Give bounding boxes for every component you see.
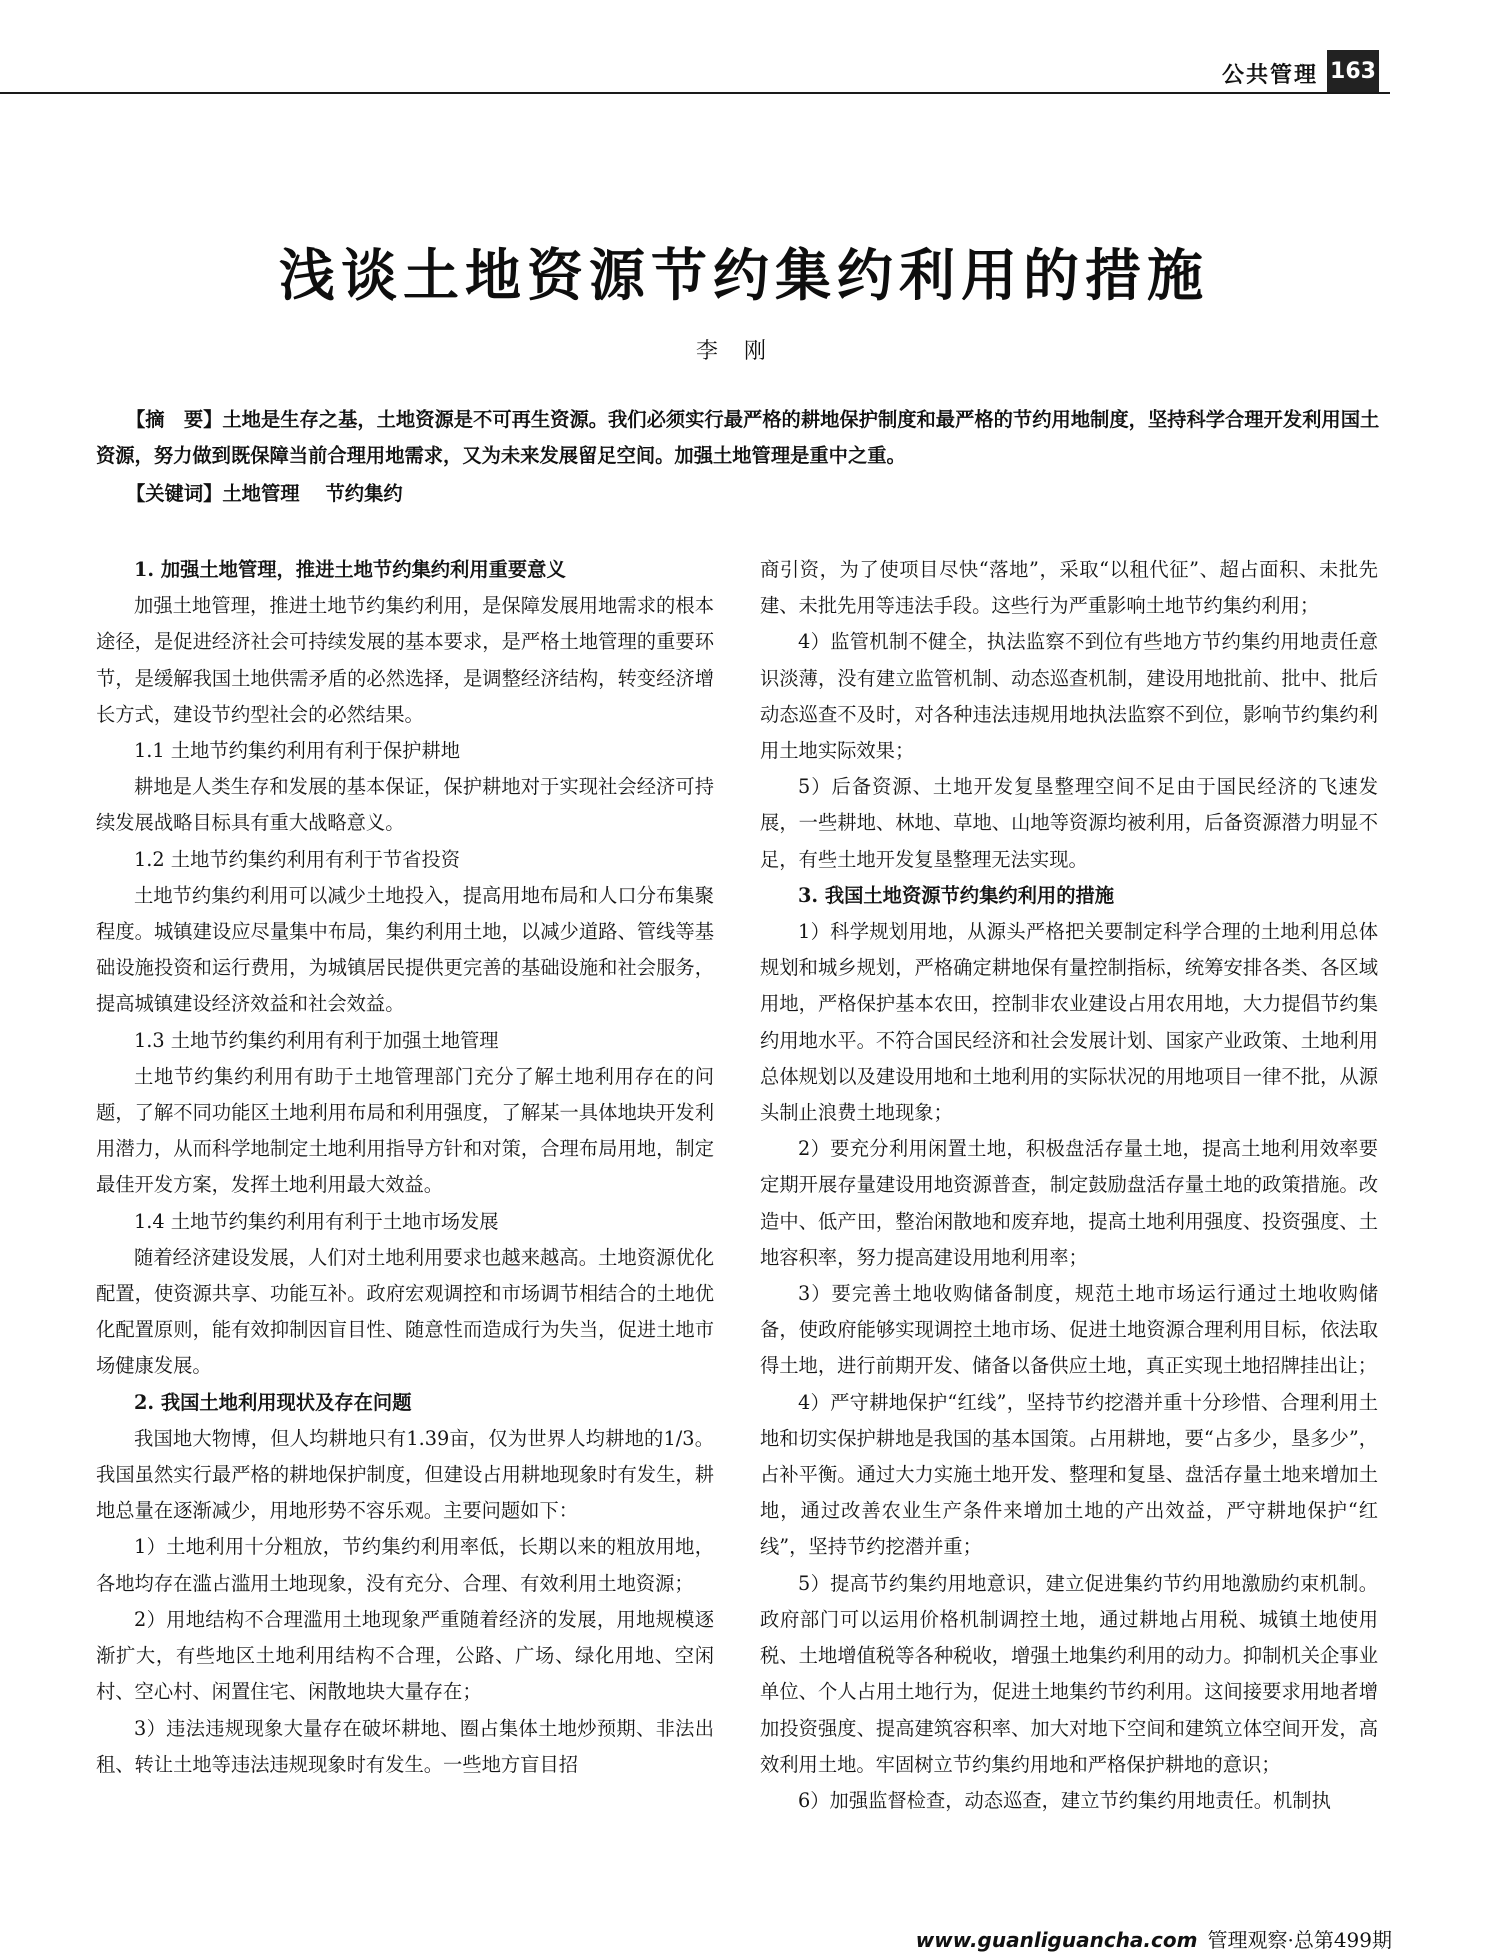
journal-section-name: 公共管理 [1221, 63, 1318, 88]
subsection-heading-1-3: 1.3 土地节约集约利用有利于加强土地管理 [134, 1028, 499, 1052]
paragraph: 加强土地管理，推进土地节约集约利用，是保障发展用地需求的根本途径，是促进经济社会可持续发展的基本要求，是严格土地管理的重要环节，是缓解我国土地供需矛盾的必然选择，是调整经济结构，转变经济增长方式，建设节约型社会的必然结果。 [96, 594, 714, 726]
section-heading-1: 1. 加强土地管理，推进土地节约集约利用重要意义 [134, 558, 566, 581]
article-author: 李刚 [695, 339, 792, 364]
footer-website: www.guanliguancha.com [915, 1928, 1198, 1952]
article-title: 浅谈土地资源节约集约利用的措施 [279, 243, 1209, 309]
list-item: 1）土地利用十分粗放，节约集约利用率低，长期以来的粗放用地，各地均存在滥占滥用土地现象，没有充分、合理、有效利用土地资源； [96, 1535, 714, 1595]
keyword: 节约集约 [325, 482, 403, 505]
left-column [96, 552, 714, 1783]
section-heading-3: 3. 我国土地资源节约集约利用的措施 [798, 883, 1115, 907]
list-item: 3）违法违规现象大量存在破坏耕地、圈占集体土地炒预期、非法出租、转让土地等违法违规现象时有发生。一些地方盲目招 [96, 1716, 714, 1776]
abstract: 【摘 要】土地是生存之基，土地资源是不可再生资源。我们必须实行最严格的耕地保护制度和最严格的节约用地制度，坚持科学合理开发利用国土资源，努力做到既保障当前合理用地需求，又为未来发展留足空间。加强土地管理是重中之重。 [96, 408, 1380, 467]
page-number-badge: 163 [1327, 50, 1379, 94]
paragraph: 土地节约集约利用可以减少土地投入，提高用地布局和人口分布集聚程度。城镇建设应尽量集中布局，集约利用土地，以减少道路、管线等基础设施投资和运行费用，为城镇居民提供更完善的基础设施和社会服务，提高城镇建设经济效益和社会效益。 [96, 883, 714, 1016]
list-item: 2）用地结构不合理滥用土地现象严重随着经济的发展，用地规模逐渐扩大，有些地区土地利用结构不合理，公路、广场、绿化用地、空闲村、空心村、闲置住宅、闲散地块大量存在； [96, 1607, 714, 1704]
paragraph-continued: 商引资，为了使项目尽快“落地”，采取“以租代征”、超占面积、未批先建、未批先用等违法手段。这些行为严重影响土地节约集约利用； [760, 558, 1378, 618]
right-column [760, 552, 1378, 1819]
paragraph: 耕地是人类生存和发展的基本保证，保护耕地对于实现社会经济可持续发展战略目标具有重大战略意义。 [96, 775, 714, 835]
list-item: 4）严守耕地保护“红线”，坚持节约挖潜并重十分珍惜、合理利用土地和切实保护耕地是我国的基本国策。占用耕地，要“占多少，垦多少”，占补平衡。通过大力实施土地开发、整理和复垦、盘活存量土地来增加土地，通过改善农业生产条件来增加土地的产出效益，严守耕地保护“红线”，坚持节约挖潜并重； [760, 1390, 1378, 1559]
footer [916, 1924, 1392, 1953]
subsection-heading-1-4: 1.4 土地节约集约利用有利于土地市场发展 [134, 1209, 499, 1233]
list-item: 6）加强监督检查，动态巡查，建立节约集约用地责任。机制执 [798, 1788, 1331, 1812]
list-item: 4）监管机制不健全，执法监察不到位有些地方节约集约用地责任意识淡薄，没有建立监管机制、动态巡查机制，建设用地批前、批中、批后动态巡查不及时，对各种违法违规用地执法监察不到位，影响节约集约利用土地实际效果； [760, 630, 1378, 763]
subsection-heading-1-2: 1.2 土地节约集约利用有利于节省投资 [134, 847, 461, 871]
keyword: 土地管理 [222, 482, 300, 505]
paragraph: 我国地大物博，但人均耕地只有1.39亩，仅为世界人均耕地的1/3。我国虽然实行最严格的耕地保护制度，但建设占用耕地现象时有发生，耕地总量在逐渐减少，用地形势不容乐观。主要问题如下： [96, 1426, 714, 1523]
list-item: 2）要充分利用闲置土地，积极盘活存量土地，提高土地利用效率要定期开展存量建设用地资源普查，制定鼓励盘活存量土地的政策措施。改造中、低产田，整治闲散地和废弃地，提高土地利用强度、投资强度、土地容积率，努力提高建设用地利用率； [760, 1137, 1378, 1269]
section-heading-2: 2. 我国土地利用现状及存在问题 [134, 1390, 412, 1414]
list-item: 3）要完善土地收购储备制度，规范土地市场运行通过土地收购储备，使政府能够实现调控土地市场、促进土地资源合理利用目标，依法取得土地，进行前期开发、储备以备供应土地，真正实现土地招牌挂出让； [760, 1282, 1378, 1378]
paragraph: 随着经济建设发展，人们对土地利用要求也越来越高。土地资源优化配置，使资源共享、功能互补。政府宏观调控和市场调节相结合的土地优化配置原则，能有效抑制因盲目性、随意性而造成行为失当，促进土地市场健康发展。 [96, 1245, 714, 1378]
paragraph: 土地节约集约利用有助于土地管理部门充分了解土地利用存在的问题，了解不同功能区土地利用布局和利用强度，了解某一具体地块开发利用潜力，从而科学地制定土地利用指导方针和对策，合理布局用地，制定最佳开发方案，发挥土地利用最大效益。 [96, 1064, 714, 1197]
keywords [126, 476, 429, 512]
list-item: 5）提高节约集约用地意识，建立促进集约节约用地激励约束机制。政府部门可以运用价格机制调控土地，通过耕地占用税、城镇土地使用税、土地增值税等各种税收，增强土地集约利用的动力。抑制机关企事业单位、个人占用土地行为，促进土地集约节约利用。这间接要求用地者增加投资强度、提高建筑容积率、加大对地下空间和建筑立体空间开发，高效利用土地。牢固树立节约集约用地和严格保护耕地的意识； [760, 1571, 1378, 1776]
subsection-heading-1-1: 1.1 土地节约集约利用有利于保护耕地 [134, 739, 461, 763]
keywords-label: 【关键词】 [126, 482, 223, 505]
list-item: 1）科学规划用地，从源头严格把关要制定科学合理的土地利用总体规划和城乡规划，严格确定耕地保有量控制指标，统筹安排各类、各区域用地，严格保护基本农田，控制非农业建设占用农用地，大力提倡节约集约用地水平。不符合国民经济和社会发展计划、国家产业政策、土地利用总体规划以及建设用地和土地利用的实际状况的用地项目一律不批，从源头制止浪费土地现象； [760, 920, 1378, 1125]
header-rule [0, 92, 1390, 94]
list-item: 5）后备资源、土地开发复垦整理空间不足由于国民经济的飞速发展，一些耕地、林地、草地、山地等资源均被利用，后备资源潜力明显不足，有些土地开发复垦整理无法实现。 [760, 775, 1378, 871]
footer-issue: 管理观察·总第499期 [1207, 1928, 1392, 1952]
